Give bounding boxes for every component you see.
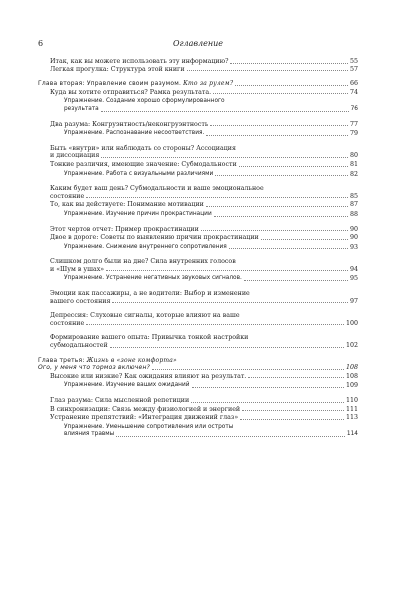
toc-entry: Два разума: Конгруэнтность/неконгруэнтность 77	[50, 120, 358, 128]
toc-chapter: Глава вторая: Управление своим разумом. Кто за рулем? 66	[38, 80, 358, 88]
toc-chapter: Глава третья: Жизнь в «зоне комфорта» Ого, у меня что тормоз включен? 108	[38, 356, 358, 372]
toc-entry: Каким будет ваш день? Субмодальности и ваше эмоциональное состояние 85	[50, 185, 358, 200]
toc-exercise: Упражнение. Изучение ваших ожиданий 109	[64, 382, 358, 390]
toc-exercise: Упражнение. Устранение негативных звуковых сигналов. 95	[64, 275, 358, 283]
toc-entry: Депрессия: Слуховые сигналы, которые влияют на ваше состояние 100	[50, 312, 358, 327]
toc-entry: В синхронизации: Связь между физиологией и энергией 111	[50, 405, 358, 413]
page-header	[38, 39, 358, 51]
toc-entry: Высокие или низкие? Как ожидания влияют на результат. 108	[50, 372, 358, 380]
toc-entry: Двое в дороге: Советы по выявлению причин прокрастинации 90	[50, 234, 358, 242]
toc-entry: Устранение препятствий: «Интеграция движений глаз» 113	[50, 414, 358, 422]
table-of-contents	[38, 58, 358, 439]
toc-entry: Этот чертов отчет: Пример прокрастинации 90	[50, 225, 358, 233]
toc-entry: Быть «внутри» или наблюдать со стороны? Ассоциация и диссоциация 80	[50, 144, 358, 160]
toc-entry: Итак, как вы можете использовать эту информацию? 55	[50, 58, 358, 65]
toc-entry: Тонкие различия, имеющие значение: Субмодальности 81	[50, 160, 358, 168]
toc-entry: Эмоции как пассажиры, а не водители: Выбор и изменение вашего состояния 97	[50, 290, 358, 305]
toc-entry: Слишком долго были на дне? Сила внутренних голосов и «Шум в ушах» 94	[50, 258, 358, 273]
toc-exercise: Упражнение. Снижение внутреннего сопротивления 93	[64, 243, 358, 251]
page-number: 6	[38, 39, 44, 48]
toc-exercise: Упражнение. Уменьшение сопротивления или остроты влияния травмы 114	[64, 423, 358, 438]
toc-exercise: Упражнение. Создание хорошо сформулированного результата 76	[64, 98, 358, 112]
toc-exercise: Упражнение. Работа с визуальными различиями 82	[64, 170, 358, 178]
toc-entry: То, как вы действуете: Понимание мотивации 87	[50, 201, 358, 209]
running-title: Оглавление	[172, 39, 224, 48]
toc-entry: Куда вы хотите отправиться? Рамка результата. 74	[50, 88, 358, 96]
toc-entry: Глаз разума: Сила мысленной репетиции 110	[50, 397, 358, 404]
toc-entry: Легкая прогулка: Структура этой книги 57	[50, 65, 358, 73]
toc-entry: Формирование вашего опыта: Привычка тонкой настройки субмодальностей 102	[50, 334, 358, 350]
toc-exercise: Упражнение. Распознавание несоответствия. 79	[64, 130, 358, 138]
toc-exercise: Упражнение. Изучение причин прокрастинации 88	[64, 210, 358, 218]
